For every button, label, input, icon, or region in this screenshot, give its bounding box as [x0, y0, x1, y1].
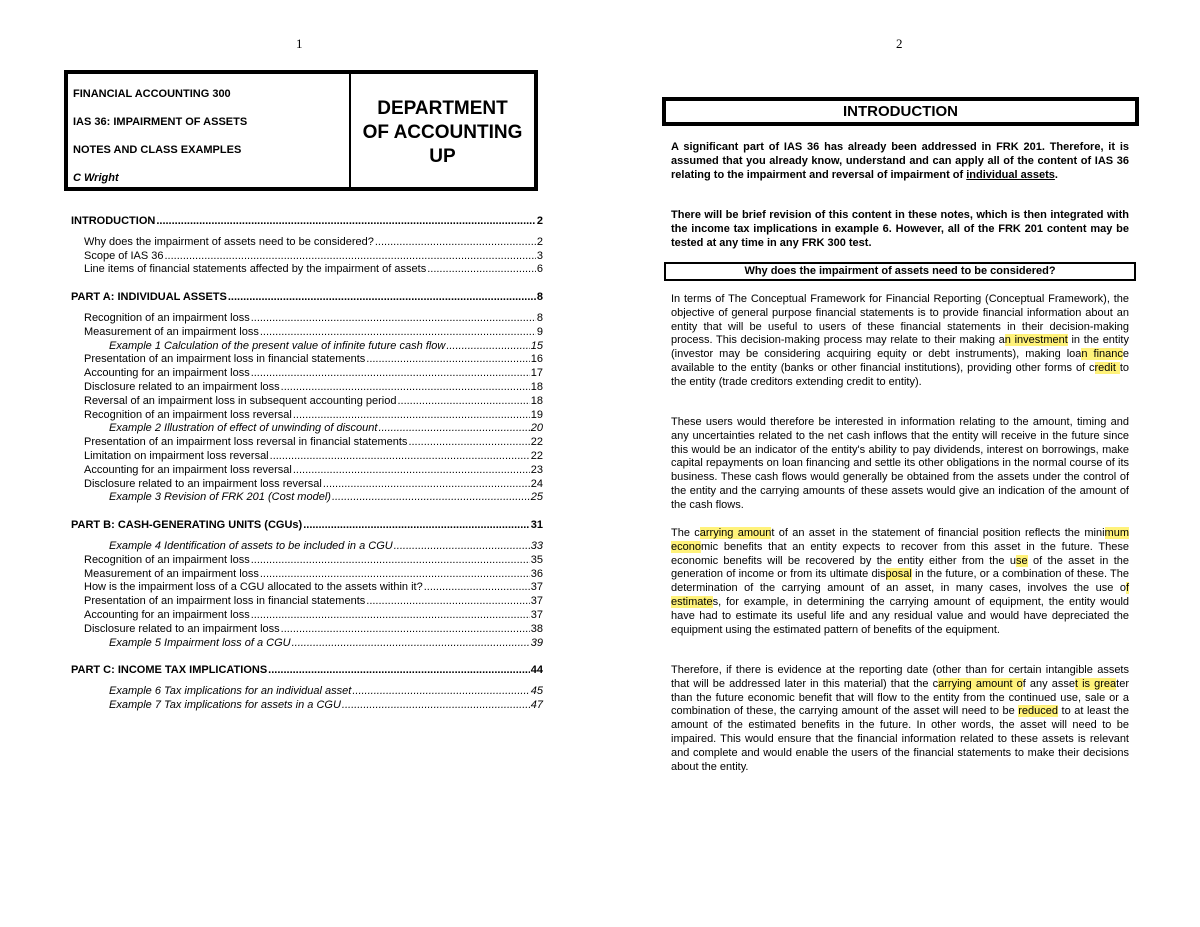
- toc-page-number: 33: [530, 539, 543, 552]
- toc-leader-dots: [251, 312, 536, 326]
- toc-leader-dots: [156, 215, 536, 229]
- p4-text-d: to at least the amount of the estimated benefits in the future. In other words, the asset will need to be impaired. This would ensure that the financial information related to these assets is relevant and complete and would enable the users of the financial statements to make their decisions about the entity.: [671, 705, 1129, 773]
- department-line-3: UP: [429, 146, 456, 167]
- toc-leader-dots: [352, 685, 529, 699]
- toc-leader-dots: [292, 637, 530, 651]
- toc-page-number: 37: [530, 595, 543, 608]
- table-of-contents: [71, 215, 543, 713]
- course-header-box: [64, 70, 538, 191]
- toc-entry-title: Disclosure related to an impairment loss: [84, 622, 280, 635]
- department-line-2: OF ACCOUNTING: [362, 122, 523, 143]
- toc-leader-dots: [303, 519, 530, 533]
- p3-text-c: mic benefits that an entity expects to recover from this asset in the future. These economic benefits will be recovered by the entity either from the u: [671, 540, 1129, 567]
- toc-entry-title: Measurement of an impairment loss: [84, 567, 259, 580]
- toc-section-heading[interactable]: [71, 519, 543, 533]
- toc-leader-dots: [281, 381, 530, 395]
- toc-entry[interactable]: [71, 353, 543, 367]
- toc-leader-dots: [446, 340, 529, 354]
- toc-entry-title: Example 6 Tax implications for an individual asset: [109, 685, 352, 698]
- page-number: 2: [896, 36, 903, 51]
- toc-entry[interactable]: [71, 263, 543, 277]
- p3-text-e: in the future, or a combination of these. The determination of the carrying amount of an asset, in many cases, involves the use o: [671, 568, 1129, 595]
- toc-spacer: [71, 505, 543, 519]
- toc-entry[interactable]: [71, 464, 543, 478]
- toc-page-number: 15: [530, 339, 543, 352]
- toc-entry-title: PART B: CASH-GENERATING UNITS (CGUs): [71, 519, 303, 532]
- toc-entry-title: Presentation of an impairment loss reversal in financial statements: [84, 436, 408, 449]
- toc-page-number: 6: [536, 263, 543, 276]
- toc-entry-title: PART A: INDIVIDUAL ASSETS: [71, 291, 227, 304]
- toc-entry-title: Measurement of an impairment loss: [84, 325, 259, 338]
- toc-page-number: 22: [530, 449, 543, 462]
- page-2: [600, 0, 1200, 927]
- toc-entry-title: Example 1 Calculation of the present value of infinite future cash flow: [109, 339, 446, 352]
- toc-leader-dots: [366, 353, 529, 367]
- topic-name: IAS 36: IMPAIRMENT OF ASSETS: [73, 116, 248, 128]
- toc-page-number: 39: [530, 636, 543, 649]
- toc-leader-dots: [270, 450, 530, 464]
- toc-page-number: 37: [530, 581, 543, 594]
- department-line-1: DEPARTMENT: [377, 98, 508, 119]
- toc-page-number: 36: [530, 567, 543, 580]
- toc-spacer: [71, 277, 543, 291]
- toc-entry[interactable]: [71, 540, 543, 554]
- department-label: [351, 74, 534, 187]
- toc-entry-title: PART C: INCOME TAX IMPLICATIONS: [71, 664, 268, 677]
- p1-text-c: e available to the entity (banks or other financial institutions), providing other forms of c: [671, 348, 1129, 374]
- toc-leader-dots: [165, 250, 536, 264]
- toc-leader-dots: [408, 436, 529, 450]
- toc-page-number: 44: [530, 664, 543, 677]
- p1-text-a: In terms of The Conceptual Framework for Financial Reporting (Conceptual Framework), the objective of general purpose financial statements is to provide financial information about an entity that will be useful to users of these financial statements in their decision-making process. This decision-making process may relate to their making a: [671, 293, 1129, 347]
- toc-entry[interactable]: [71, 595, 543, 609]
- toc-leader-dots: [268, 664, 530, 678]
- intro-paragraph-1-end: .: [1054, 168, 1058, 181]
- toc-page-number: 23: [530, 463, 543, 476]
- toc-entry[interactable]: [71, 236, 543, 250]
- toc-entry[interactable]: [71, 491, 543, 505]
- body-paragraph-3: [671, 527, 1129, 637]
- toc-entry[interactable]: [71, 450, 543, 464]
- toc-entry[interactable]: [71, 326, 543, 340]
- notes-label: NOTES AND CLASS EXAMPLES: [73, 144, 242, 156]
- toc-page-number: 17: [530, 367, 543, 380]
- highlight: posal: [885, 568, 912, 581]
- toc-spacer: [71, 305, 543, 312]
- toc-leader-dots: [378, 422, 529, 436]
- toc-page-number: 35: [530, 553, 543, 566]
- toc-entry-title: Example 3 Revision of FRK 201 (Cost model): [109, 491, 331, 504]
- toc-spacer: [71, 678, 543, 685]
- toc-entry[interactable]: [71, 312, 543, 326]
- p4-text-a: Therefore, if there is evidence at the reporting date (other than for certain intangible assets that will be addressed later in this material) that the c: [671, 664, 1129, 690]
- toc-entry[interactable]: [71, 395, 543, 409]
- highlight: arrying amount o: [938, 677, 1023, 690]
- toc-entry-title: Accounting for an impairment loss reversal: [84, 463, 292, 476]
- toc-entry[interactable]: [71, 623, 543, 637]
- toc-entry-title: Example 5 Impairment loss of a CGU: [109, 636, 291, 649]
- highlight: t is grea: [1074, 677, 1117, 690]
- intro-paragraph-1: [671, 141, 1129, 182]
- toc-page-number: 9: [536, 325, 543, 338]
- toc-leader-dots: [366, 595, 529, 609]
- p1-text-b: in the entity (investor may be considering acquiring equity or debt instruments), making loa: [671, 334, 1129, 361]
- toc-spacer: [71, 650, 543, 664]
- toc-leader-dots: [251, 367, 530, 381]
- toc-entry[interactable]: [71, 685, 543, 699]
- toc-entry[interactable]: [71, 568, 543, 582]
- toc-entry[interactable]: [71, 609, 543, 623]
- page-number: 1: [296, 36, 303, 51]
- toc-entry[interactable]: [71, 554, 543, 568]
- toc-leader-dots: [332, 491, 530, 505]
- highlight: arrying amoun: [699, 527, 772, 539]
- section-title: INTRODUCTION: [662, 97, 1139, 126]
- toc-entry-title: Recognition of an impairment loss reversal: [84, 408, 292, 421]
- toc-entry-title: Why does the impairment of assets need to be considered?: [84, 235, 374, 248]
- toc-page-number: 20: [530, 422, 543, 435]
- toc-leader-dots: [394, 540, 530, 554]
- toc-page-number: 37: [530, 608, 543, 621]
- body-paragraph-1: [671, 293, 1129, 390]
- toc-page-number: 31: [530, 519, 543, 532]
- toc-entry-title: Example 4 Identification of assets to be included in a CGU: [109, 539, 393, 552]
- toc-leader-dots: [260, 326, 536, 340]
- toc-leader-dots: [397, 395, 529, 409]
- author-name: C Wright: [73, 172, 119, 184]
- toc-entry-title: Accounting for an impairment loss: [84, 367, 250, 380]
- toc-entry-title: Presentation of an impairment loss in financial statements: [84, 595, 366, 608]
- toc-page-number: 25: [530, 491, 543, 504]
- toc-page-number: 8: [536, 311, 543, 324]
- toc-entry-title: Recognition of an impairment loss: [84, 311, 250, 324]
- toc-entry[interactable]: [71, 250, 543, 264]
- toc-page-number: 45: [530, 685, 543, 698]
- toc-leader-dots: [228, 291, 536, 305]
- toc-leader-dots: [323, 478, 530, 492]
- p1-text-d: to the entity (trade creditors extending credit to entity).: [671, 361, 1129, 388]
- p3-text-b: t of an asset in the statement of financial position reflects the mini: [771, 527, 1105, 539]
- toc-leader-dots: [281, 623, 530, 637]
- p4-text-c: ter than the future economic benefit that will flow to the entity from the continued use, sale or a combination of these, the carrying amount of the asset will need to be: [671, 677, 1129, 718]
- subheading: Why does the impairment of assets need to be considered?: [664, 262, 1136, 281]
- toc-leader-dots: [251, 554, 530, 568]
- toc-page-number: 38: [530, 622, 543, 635]
- highlight: mum econo: [671, 527, 1129, 553]
- highlight: f estimate: [671, 582, 1129, 608]
- underlined-phrase: individual assets: [966, 168, 1055, 181]
- highlight: n investment: [1004, 334, 1068, 347]
- toc-page-number: 24: [530, 477, 543, 490]
- toc-leader-dots: [260, 568, 530, 582]
- toc-entry-title: Disclosure related to an impairment loss reversal: [84, 477, 322, 490]
- toc-spacer: [71, 533, 543, 540]
- body-paragraph-4: [671, 664, 1129, 774]
- toc-leader-dots: [293, 409, 530, 423]
- toc-leader-dots: [424, 581, 530, 595]
- toc-entry[interactable]: [71, 340, 543, 354]
- toc-page-number: 2: [536, 215, 543, 227]
- toc-entry-title: Recognition of an impairment loss: [84, 553, 250, 566]
- toc-page-number: 8: [536, 291, 543, 304]
- toc-entry[interactable]: [71, 367, 543, 381]
- toc-entry[interactable]: [71, 436, 543, 450]
- toc-leader-dots: [427, 263, 536, 277]
- course-name: FINANCIAL ACCOUNTING 300: [73, 88, 231, 100]
- toc-entry-title: Scope of IAS 36: [84, 249, 164, 262]
- toc-spacer: [71, 229, 543, 236]
- toc-section-heading[interactable]: [71, 291, 543, 305]
- toc-entry[interactable]: [71, 422, 543, 436]
- toc-leader-dots: [342, 699, 530, 713]
- highlight: se: [1016, 554, 1028, 567]
- toc-entry-title: Presentation of an impairment loss in financial statements: [84, 353, 366, 366]
- toc-entry-title: INTRODUCTION: [71, 215, 156, 227]
- toc-entry-title: Example 2 Illustration of effect of unwinding of discount: [109, 422, 378, 435]
- toc-page-number: 22: [530, 436, 543, 449]
- highlight: redit: [1094, 361, 1120, 374]
- toc-leader-dots: [251, 609, 530, 623]
- body-paragraph-2: These users would therefore be interested in information relating to the amount, timing and any uncertainties related to the net cash inflows that the entity will receive in the future since this would be an indicator of the entity's ability to pay dividends, interest on borrowings, make capital repayments on loan financing and settle its other obligations in the normal course of its business. These cash flows would generally be obtained from the assets under the control of the entity and the carrying amounts of these assets would give an indication of the amount of the cash flows.: [671, 416, 1129, 511]
- toc-section-heading[interactable]: [71, 664, 543, 678]
- toc-entry-title: Line items of financial statements affected by the impairment of assets: [84, 263, 427, 276]
- toc-page-number: 18: [530, 380, 543, 393]
- toc-page-number: 47: [530, 698, 543, 711]
- highlight: n financ: [1081, 348, 1123, 361]
- p3-text-a: The c: [671, 527, 700, 539]
- intro-paragraph-2: There will be brief revision of this content in these notes, which is then integrated with the income tax implications in example 6. However, all of the FRK 201 content may be tested at any time in any FRK 300 test.: [671, 209, 1129, 249]
- toc-entry[interactable]: [71, 699, 543, 713]
- toc-entry[interactable]: [71, 581, 543, 595]
- toc-section-heading[interactable]: [71, 215, 543, 229]
- toc-page-number: 19: [530, 408, 543, 421]
- toc-leader-dots: [293, 464, 530, 478]
- toc-page-number: 2: [536, 235, 543, 248]
- toc-page-number: 16: [530, 353, 543, 366]
- toc-page-number: 3: [536, 249, 543, 262]
- toc-entry-title: Example 7 Tax implications for assets in a CGU: [109, 698, 341, 711]
- toc-entry-title: How is the impairment loss of a CGU allocated to the assets within it?: [84, 581, 423, 594]
- toc-leader-dots: [375, 236, 536, 250]
- toc-entry[interactable]: [71, 381, 543, 395]
- toc-entry-title: Reversal of an impairment loss in subsequent accounting period: [84, 394, 397, 407]
- toc-page-number: 18: [530, 394, 543, 407]
- p3-text-d: of the asset in the generation of income or from its ultimate dis: [671, 554, 1130, 581]
- intro-paragraph-1-text: A significant part of IAS 36 has already been addressed in FRK 201. Therefore, it is assumed that you already know, understand and can apply all of the content of IAS 36 relating to the impairment and reversal of impairment of: [671, 141, 1129, 181]
- toc-entry[interactable]: [71, 478, 543, 492]
- course-info: [68, 74, 351, 187]
- toc-entry[interactable]: [71, 409, 543, 423]
- toc-entry-title: Disclosure related to an impairment loss: [84, 380, 280, 393]
- p3-text-f: s, for example, in determining the carrying amount of equipment, the entity would have had to estimate its useful life and any residual value and would have depreciated the equipment using the estimated pattern of benefits of the equipment.: [671, 595, 1129, 636]
- toc-entry-title: Accounting for an impairment loss: [84, 608, 250, 621]
- toc-entry-title: Limitation on impairment loss reversal: [84, 449, 269, 462]
- highlight: reduced: [1018, 705, 1059, 718]
- p4-text-b: f any asse: [1022, 677, 1075, 690]
- toc-entry[interactable]: [71, 637, 543, 651]
